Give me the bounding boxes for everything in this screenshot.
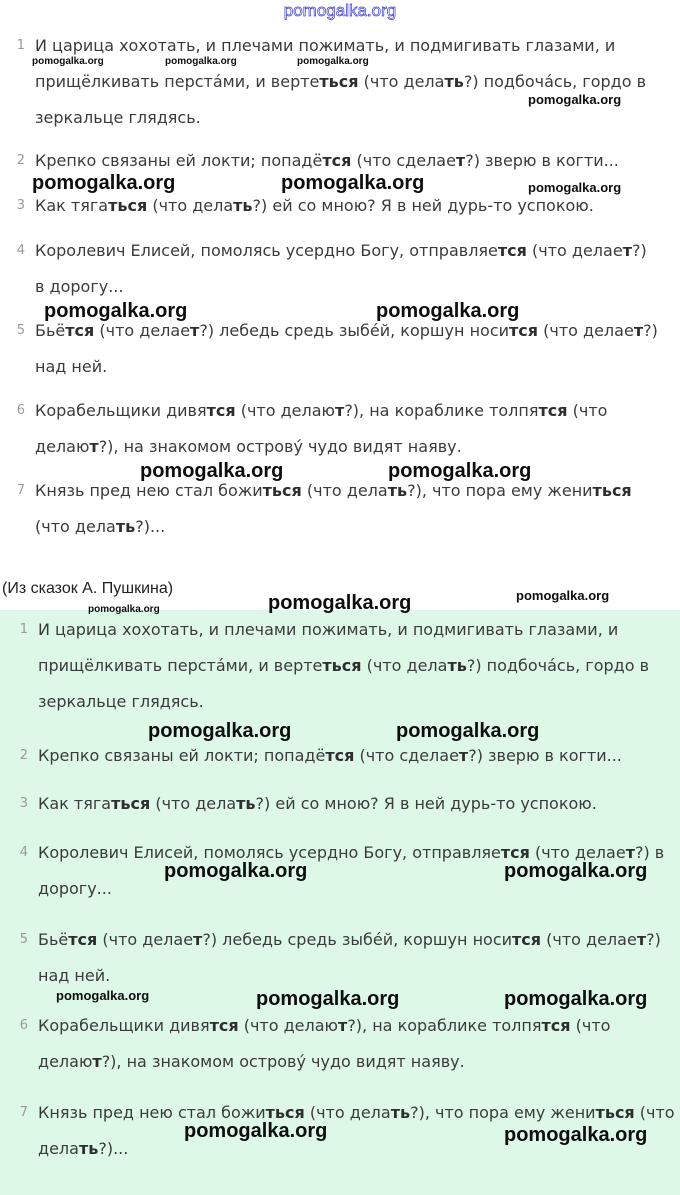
item-number: 2 <box>19 748 28 763</box>
watermark: pomogalka.org <box>44 300 188 322</box>
verb-ending: т <box>458 746 469 765</box>
text-fragment: (что дела <box>35 517 116 536</box>
watermark: pomogalka.org <box>376 300 520 322</box>
item-text <box>38 922 678 994</box>
item-text <box>35 313 660 385</box>
text-fragment: Королевич Елисей, помолясь усердно Богу, отправляе <box>38 843 501 862</box>
text-fragment: Как тяга <box>35 196 109 215</box>
item-text <box>35 233 660 305</box>
item-number: 2 <box>16 153 25 168</box>
verb-ending: т <box>193 930 203 949</box>
verb-ending: тся <box>500 843 530 862</box>
watermark: pomogalka.org <box>297 56 369 67</box>
verb-ending: ться <box>592 481 632 500</box>
watermark: pomogalka.org <box>256 988 400 1010</box>
text-fragment: (что сделае <box>351 151 456 170</box>
watermark: pomogalka.org <box>148 720 292 742</box>
text-fragment: (что делаю <box>38 1016 611 1071</box>
item-text <box>38 1008 678 1080</box>
text-fragment: ?), на знакомом островý чудо видят наяву. <box>101 1052 465 1071</box>
text-fragment: ?)... <box>135 517 166 536</box>
watermark: pomogalka.org <box>396 720 540 742</box>
text-fragment: ?) зверю в когти... <box>468 746 622 765</box>
text-fragment: ?), что пора ему жени <box>410 1103 596 1122</box>
item-number: 4 <box>16 243 25 258</box>
text-fragment: (что делае <box>529 843 626 862</box>
item-number: 3 <box>19 796 28 811</box>
verb-ending: т <box>89 437 99 456</box>
verb-ending: т <box>335 401 345 420</box>
text-fragment: Корабельщики дивя <box>38 1016 210 1035</box>
verb-ending: ться <box>319 72 359 91</box>
verb-ending: ться <box>265 1103 305 1122</box>
item-number: 1 <box>19 622 28 637</box>
watermark: pomogalka.org <box>504 988 648 1010</box>
text-fragment: Князь пред нею стал божи <box>38 1103 266 1122</box>
verb-ending: тся <box>497 241 527 260</box>
text-fragment: (что делае <box>94 321 191 340</box>
text-fragment: (что делаю <box>35 401 608 456</box>
watermark: pomogalka.org <box>504 860 648 882</box>
verb-ending: тся <box>325 746 355 765</box>
verb-ending: т <box>636 930 647 949</box>
watermark: pomogalka.org <box>516 588 610 603</box>
answer-section <box>0 610 680 1195</box>
verb-ending: ть <box>390 1103 411 1122</box>
item-number: 7 <box>16 483 25 498</box>
text-fragment: ?) в дорогу... <box>38 843 665 898</box>
text-fragment: Как тяга <box>38 794 112 813</box>
watermark: pomogalka.org <box>88 604 160 615</box>
text-fragment: (что дела <box>38 1103 675 1158</box>
verb-ending: ться <box>322 656 362 675</box>
text-fragment: (что дела <box>304 1103 391 1122</box>
watermark: pomogalka.org <box>528 92 622 107</box>
text-fragment: ?) над ней. <box>35 321 658 376</box>
text-fragment: И царица хохотать, и плечами пожимать, и подмигивать глазами, и прищёлкивать перстáми, и верте <box>35 36 616 91</box>
text-fragment: ?) ей со мною? Я в ней дурь-то успокою. <box>252 196 594 215</box>
item-number: 6 <box>16 403 25 418</box>
verb-ending: тся <box>509 321 539 340</box>
text-fragment: Корабельщики дивя <box>35 401 207 420</box>
text-fragment: (что сделае <box>354 746 459 765</box>
watermark: pomogalka.org <box>268 592 412 614</box>
item-text <box>38 738 678 774</box>
item-number: 5 <box>19 932 28 947</box>
verb-ending: тся <box>68 930 98 949</box>
item-text <box>38 612 678 720</box>
text-fragment: (что делае <box>97 930 194 949</box>
item-number: 3 <box>16 198 25 213</box>
watermark: pomogalka.org <box>56 988 150 1003</box>
text-fragment: ?), на знакомом островý чудо видят наяву. <box>98 437 462 456</box>
watermark: pomogalka.org <box>32 172 176 194</box>
text-fragment: (что делаю <box>238 1016 339 1035</box>
text-fragment: ?) над ней. <box>38 930 661 985</box>
verb-ending: тся <box>65 321 95 340</box>
verb-ending: ть <box>447 656 467 675</box>
text-fragment: И царица хохотать, и плечами пожимать, и подмигивать глазами, и прищёлкивать перстáми, и верте <box>38 620 619 675</box>
verb-ending: тся <box>322 151 352 170</box>
watermark: pomogalka.org <box>165 56 237 67</box>
item-number: 1 <box>16 38 25 53</box>
text-fragment: (что делае <box>541 930 637 949</box>
source-note: (Из сказок А. Пушкина) <box>2 580 174 597</box>
text-fragment: (что делае <box>526 241 623 260</box>
watermark: pomogalka.org <box>32 56 104 67</box>
text-fragment: ?), на кораблике толпя <box>344 401 539 420</box>
verb-ending: тся <box>512 930 542 949</box>
text-fragment: (что дела <box>301 481 388 500</box>
verb-ending: т <box>633 321 644 340</box>
item-text <box>35 393 660 465</box>
text-fragment: Бьё <box>38 930 69 949</box>
verb-ending: ться <box>262 481 302 500</box>
text-fragment: ?), на кораблике толпя <box>347 1016 542 1035</box>
watermark: pomogalka.org <box>528 180 622 195</box>
verb-ending: ть <box>233 196 253 215</box>
item-text <box>35 473 660 545</box>
verb-ending: т <box>622 241 632 260</box>
text-fragment: ?) лебедь средь зыбéй, коршун носи <box>199 321 510 340</box>
verb-ending: тся <box>541 1016 571 1035</box>
task-section <box>0 28 680 568</box>
text-fragment: Крепко связаны ей локти; попадё <box>35 151 323 170</box>
verb-ending: тся <box>209 1016 239 1035</box>
verb-ending: ть <box>236 794 256 813</box>
item-number: 5 <box>16 323 25 338</box>
text-fragment: ?) ей со мною? Я в ней дурь-то успокою. <box>255 794 597 813</box>
item-text <box>35 28 660 136</box>
verb-ending: тся <box>538 401 568 420</box>
text-fragment: (что делаю <box>235 401 336 420</box>
watermark: pomogalka.org <box>184 1120 328 1142</box>
text-fragment: Королевич Елисей, помолясь усердно Богу, отправляе <box>35 241 498 260</box>
verb-ending: ться <box>111 794 151 813</box>
text-fragment: Бьё <box>35 321 66 340</box>
text-fragment: (что дела <box>150 794 237 813</box>
text-fragment: ?) подбочáсь, гордо в зеркальце глядясь. <box>38 656 650 711</box>
verb-ending: ть <box>115 517 136 536</box>
text-fragment: (что делае <box>538 321 634 340</box>
verb-ending: т <box>338 1016 348 1035</box>
verb-ending: т <box>92 1052 102 1071</box>
text-fragment: (что дела <box>361 656 448 675</box>
text-fragment: ?) зверю в когти... <box>465 151 619 170</box>
item-number: 6 <box>19 1018 28 1033</box>
top-watermark: pomogalka.org <box>283 1 397 20</box>
text-fragment: ?) подбочáсь, гордо в зеркальце глядясь. <box>35 72 647 127</box>
watermark: pomogalka.org <box>388 460 532 482</box>
verb-ending: ть <box>78 1139 99 1158</box>
watermark: pomogalka.org <box>281 172 425 194</box>
item-number: 4 <box>19 845 28 860</box>
text-fragment: Князь пред нею стал божи <box>35 481 263 500</box>
verb-ending: т <box>455 151 466 170</box>
text-fragment: Крепко связаны ей локти; попадё <box>38 746 326 765</box>
watermark: pomogalka.org <box>164 860 308 882</box>
verb-ending: ться <box>595 1103 635 1122</box>
verb-ending: ться <box>108 196 148 215</box>
item-text <box>38 786 678 822</box>
text-fragment: ?) в дорогу... <box>35 241 647 296</box>
verb-ending: ть <box>444 72 464 91</box>
item-number: 7 <box>19 1105 28 1120</box>
verb-ending: тся <box>206 401 236 420</box>
verb-ending: т <box>625 843 635 862</box>
verb-ending: т <box>190 321 200 340</box>
text-fragment: (что дела <box>358 72 445 91</box>
text-fragment: ?)... <box>98 1139 129 1158</box>
watermark: pomogalka.org <box>140 460 284 482</box>
watermark: pomogalka.org <box>504 1124 648 1146</box>
text-fragment: (что дела <box>147 196 234 215</box>
verb-ending: ть <box>387 481 408 500</box>
text-fragment: ?), что пора ему жени <box>407 481 593 500</box>
text-fragment: ?) лебедь средь зыбéй, коршун носи <box>202 930 513 949</box>
